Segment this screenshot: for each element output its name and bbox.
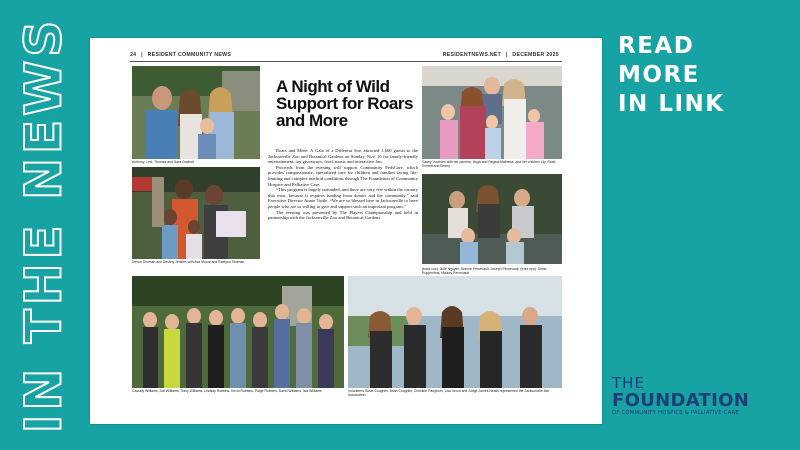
header-separator-left: | xyxy=(141,52,143,58)
read-more-callout xyxy=(618,32,725,119)
website: RESIDENTNEWS.NET xyxy=(442,52,502,58)
issue-date: DECEMBER 2025 xyxy=(512,52,559,58)
article-paragraph: The evening was presented by The Players Championship and held in partnership with the Jacksonville Zoo and Botanical Gardens. xyxy=(268,209,418,221)
article-paragraph: Proceeds from the evening will support Community PedsCare, which provides compassionate, specialized care for children and families facing life-limiting and complex medical conditions through The Foundation of Community Hospice and Palliative Care. xyxy=(268,164,418,187)
article-paragraph: “This program is largely unfunded, and there are very few within the country that exist, because it requires funding from donors and the community,” said Executive Director Annie Tuttle. “We are so blessed here in Jacksonville to have people who are so willing to give and support such an important program.” xyxy=(268,187,418,209)
caption-photo4: (back row): Julie Nguyen, Bonnie Percevault, Joseph Percevault, (front row): Sonia Ruppenthal, Mallory Percevault xyxy=(422,267,547,276)
page-number: 24 xyxy=(130,52,137,58)
article-body xyxy=(268,148,418,221)
logo-the: THE xyxy=(612,374,645,392)
foundation-logo xyxy=(612,376,782,416)
photo-voorhies-mathews xyxy=(422,66,562,159)
callout-line: IN LINK xyxy=(618,91,725,117)
photo-shuman-jenkins xyxy=(132,167,260,259)
logo-foundation: FOUNDATION xyxy=(612,390,750,411)
section-name: RESIDENT COMMUNITY NEWS xyxy=(147,52,232,58)
side-title xyxy=(4,0,82,450)
article-headline: A Night of Wild Support for Roars and More xyxy=(276,77,413,130)
caption-photo2: Devon Shuman and Destiny Jenkins with Ava Moore and Raelynn Shuman xyxy=(132,260,245,264)
photo-family-godbolt xyxy=(132,66,260,159)
photo-nguyen-percevault xyxy=(422,174,562,264)
caption-photo1: Anthony, Lexi, Thomas and Sara Godbolt xyxy=(132,160,194,164)
side-title-text: IN THE NEWS xyxy=(14,16,73,434)
logo-subtitle: OF COMMUNITY HOSPICE & PALLIATIVE CARE xyxy=(612,410,739,416)
caption-photo6: Volunteers Susie Coughlin, Brian Coughlin, Christine Pangborn, Lisa Veron and Judge James Nealis represented the Jacksonville Bar Association. xyxy=(348,389,549,398)
page-header xyxy=(130,52,562,62)
photo-williams-robbins xyxy=(132,276,344,388)
article-paragraph: Roars and More: A Gala of a Different Sort attracted 1,600 guests to the Jacksonville Zoo and Botanical Gardens on Sunday, Nov. 16 for family-friendly entertainment, toy giveaways, food, music and interactive fun. xyxy=(268,148,418,165)
header-separator-right: | xyxy=(505,52,508,58)
caption-photo5: Cassidy Williams, Joe Williams, Tracy Williams, Lindsay Robbins, Kevin Robbins, Paige Robbins, David Williams, Isla Williams xyxy=(132,389,322,393)
newspaper-page xyxy=(90,38,602,424)
photo-volunteers-bar-association xyxy=(348,276,562,388)
callout-line: MORE xyxy=(618,62,700,88)
callout-line: READ xyxy=(618,33,695,59)
caption-photo3: Casey Voorhies with her parents, Hugh and Regina Mathews, and her children Lily, Rose, Everett and Emmy xyxy=(422,160,557,169)
